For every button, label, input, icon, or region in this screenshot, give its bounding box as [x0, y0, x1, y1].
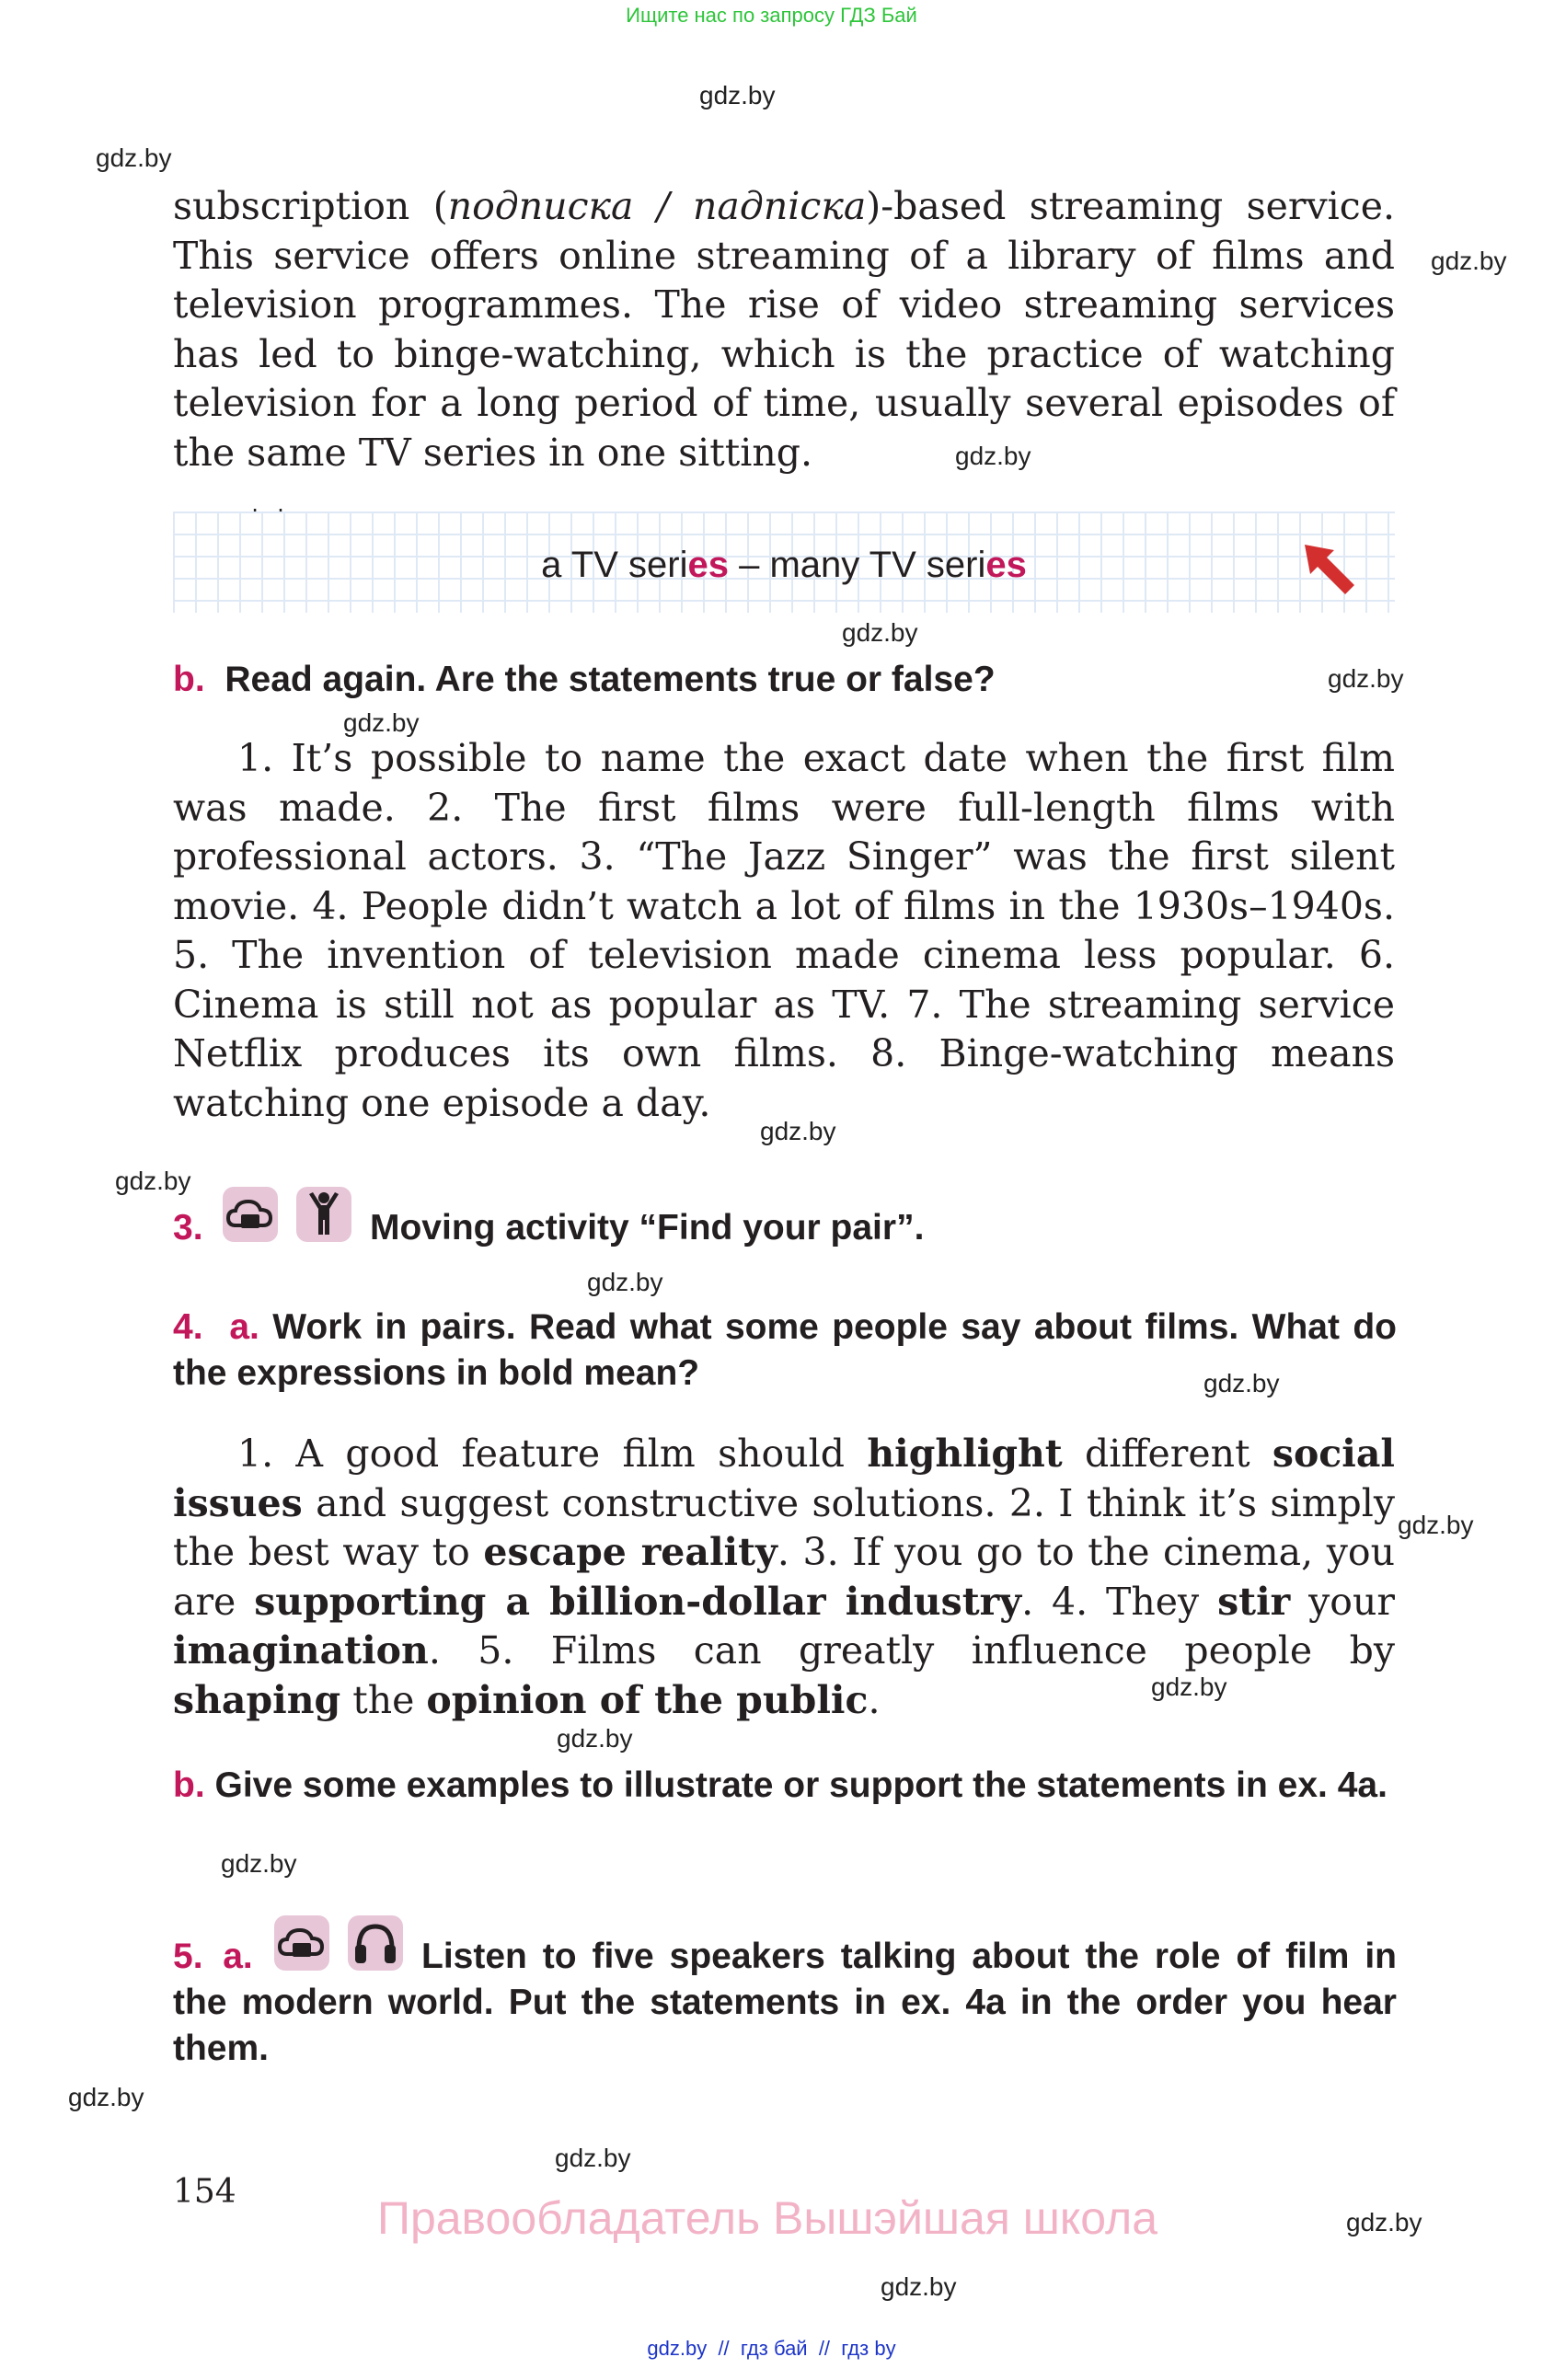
bold-expression: social issues [173, 1431, 1395, 1525]
task-4a-text: Work in pairs. Read what some people say about films. What do the expressions in bold mean? [173, 1307, 1397, 1393]
task-4b-heading [173, 1763, 1397, 1809]
task-b-text: Read again. Are the statements true or false? [225, 660, 996, 699]
watermark: gdz.by [68, 2083, 144, 2111]
grammar-part: – many TV seri [728, 545, 986, 585]
quote-text: and suggest constructive solutions. 2. I think it’s simply the best way to [173, 1480, 1395, 1574]
bold-expression: imagination [173, 1628, 429, 1673]
watermark: gdz.by [955, 442, 1031, 470]
bold-expression: supporting a billion-dollar industry [254, 1579, 1022, 1624]
bold-expression: opinion of the public [426, 1677, 869, 1722]
quote-text: . 4. They [1021, 1579, 1218, 1624]
bottom-note: gdz.by // гдз бай // гдз by [647, 2337, 896, 2360]
bold-expression: shaping [173, 1677, 341, 1722]
watermark: gdz.by [96, 144, 172, 172]
task-number: 3. [173, 1208, 203, 1247]
quote-text: . 5. Films can greatly influence people by [428, 1628, 1395, 1673]
intro-text-rest: )-based streaming service. This service offers online streaming of a library of films and television programmes. The rise of video streaming services has led to binge-watching, which is the practice of watching television for a long period of time, usually several episodes of the same TV series in one sitting. [173, 184, 1396, 475]
task-3-number [173, 1205, 203, 1251]
watermark: gdz.by [881, 2272, 957, 2301]
watermark: gdz.by [221, 1849, 297, 1878]
page-number: 154 [173, 2173, 236, 2211]
grammar-part: a TV seri [541, 545, 688, 585]
top-search-note: Ищите нас по запросу ГДЗ Бай [626, 4, 917, 27]
moving-person-icon [296, 1187, 351, 1242]
task-b-heading [173, 657, 1397, 703]
grammar-note-panel [173, 512, 1395, 613]
task-3-text: Moving activity “Find your pair”. [370, 1208, 925, 1247]
watermark: gdz.by [587, 1268, 663, 1296]
grammar-ending-highlight: es [687, 545, 729, 585]
task-letter: b. [173, 1765, 205, 1805]
arrow-icon [1303, 543, 1358, 596]
watermark: gdz.by [555, 2144, 631, 2172]
task-4a-heading [173, 1305, 1397, 1397]
grammar-note-text [173, 545, 1395, 586]
intro-paragraph [173, 182, 1395, 477]
watermark: gdz.by [1346, 2208, 1422, 2236]
intro-translation: подписка / падпіска [447, 184, 867, 228]
bold-expression: highlight [867, 1431, 1063, 1476]
quote-text: the [340, 1677, 427, 1722]
quote-text: different [1062, 1431, 1272, 1476]
task-4b-text: Give some examples to illustrate or support the statements in ex. 4a. [214, 1765, 1388, 1805]
task-letter: a. [229, 1307, 259, 1347]
quote-text: . 3. If you go to the cinema, you are [173, 1530, 1395, 1624]
cloud-folder-icon [223, 1187, 278, 1242]
quotes-paragraph [173, 1430, 1395, 1725]
task-letter: a. [223, 1937, 253, 1976]
watermark: gdz.by [557, 1724, 633, 1753]
task-number: 5. [173, 1937, 203, 1976]
watermark: gdz.by [1431, 247, 1507, 275]
task-letter: b. [173, 660, 205, 699]
statements-paragraph: 1. It’s possible to name the exact date when the first film was made. 2. The first films were full-length films with professional actors. 3. “The Jazz Singer” was the first silent movie. 4. People didn’t watch a lot of films in the 1930s–1940s. 5. The invention of television made cinema less popular. 6. Cinema is still not as popular as TV. 7. The streaming service Netflix produces its own films. 8. Binge-watching means watching one episode a day. [173, 736, 1395, 1125]
quote-text: . [868, 1677, 881, 1722]
watermark: gdz.by [1151, 1673, 1227, 1701]
watermark: gdz.by [343, 708, 420, 737]
task-number: 4. [173, 1307, 203, 1347]
watermark: gdz.by [1398, 1511, 1474, 1539]
bold-expression: stir [1217, 1579, 1291, 1624]
quote-text: 1. A good feature film should [237, 1431, 868, 1476]
rights-holder: Правообладатель Вышэйшая школа [377, 2192, 1157, 2244]
watermark: gdz.by [1328, 664, 1404, 693]
grammar-ending-highlight: es [985, 545, 1027, 585]
watermark: gdz.by [1203, 1369, 1280, 1397]
quote-text: your [1290, 1579, 1395, 1624]
watermark: gdz.by [760, 1117, 836, 1145]
intro-text-start: subscription ( [173, 184, 448, 228]
task-5a-text: Listen to five speakers talking about the role of film in the modern world. Put the statements in ex. 4a in the order you hear them. [173, 1937, 1397, 2068]
bold-expression: escape reality [483, 1530, 777, 1574]
watermark: gdz.by [115, 1167, 191, 1195]
watermark: gdz.by [842, 618, 918, 647]
watermark: gdz.by [699, 81, 776, 109]
